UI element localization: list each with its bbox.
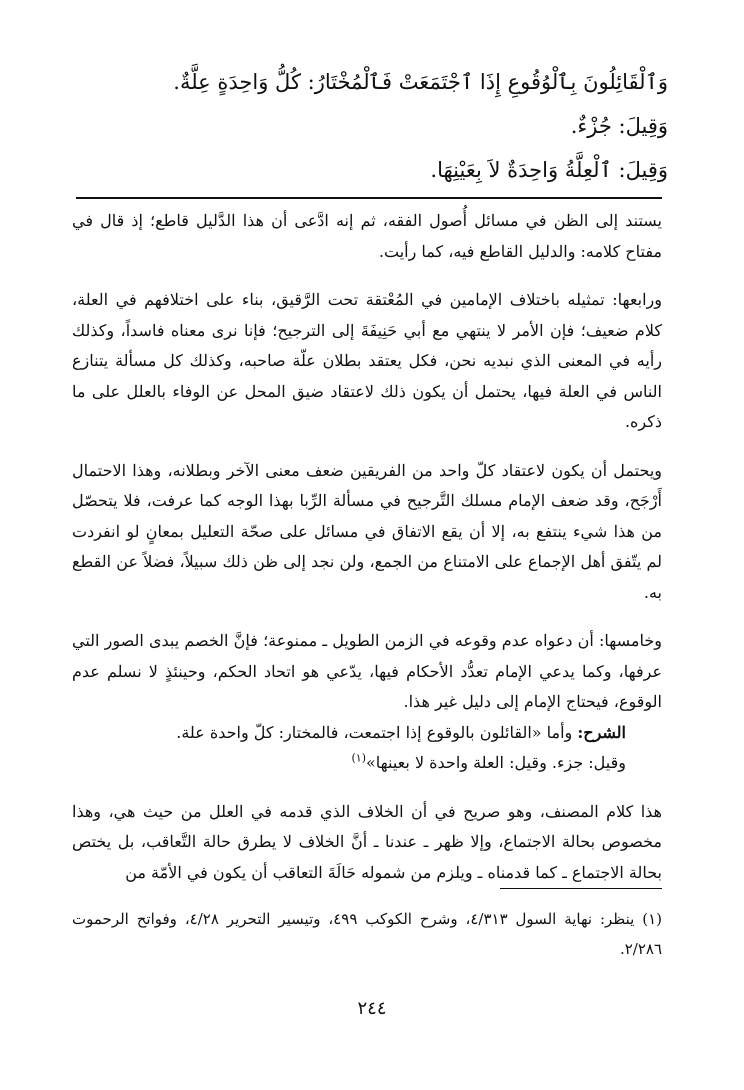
matn-block (108, 60, 668, 192)
sharh-line-2 (72, 748, 662, 779)
commentary-paragraph-3: ويحتمل أن يكون لاعتقاد كلّ واحد من الفريقين ضعف معنى الآخر وبطلانه، وهذا الاحتمال أَرْجَح، وقد ضعف الإمام مسلك التَّرجيح في مسألة الرِّبا بهذا الوجه كما عرفت، فلا يتحصّل من هذا شيء ينتفع به، إلا أن يقع الاتفاق في مسائل على صحّة التعليل بمعانٍ لو انفردت لم يتّفق أهل الإجماع على الامتناع من الجمع، ولن نجد إلى ظن ذلك سبيلاً، فضلاً عن القطع به. (72, 460, 662, 602)
commentary-block (72, 206, 662, 888)
page-number: ٢٤٤ (357, 998, 387, 1019)
matn-line-2: وَقِيلَ: جُزْءٌ. (570, 114, 668, 138)
commentary-paragraph-4: وخامسها: أن دعواه عدم وقوعه في الزمن الطويل ـ ممنوعة؛ فإنَّ الخصم يبدى الصور التي عرفها، وكما يدعي الإمام تعدُّد الأحكام فيها، يدّعي هو اتحاد الحكم، وحينئذٍ لا نسلم عدم الوقوع، فيحتاج الإمام إلى دليل غير هذا. (72, 631, 662, 711)
sharh-text: وأما «القائلون بالوقوع إذا اجتمعت، فالمختار: كلّ واحدة علة. (176, 722, 578, 742)
sharh-label: الشرح: (577, 722, 626, 742)
footnote-1: (١) ينظر: نهاية السول ٤/٣١٣، وشرح الكوكب ٤٩٩، وتيسير التحرير ٤/٢٨، وفواتح الرحموت ٢/٢٨٦. (72, 910, 662, 958)
commentary-paragraph-1: يستند إلى الظن في مسائل أُصول الفقه، ثم إنه ادَّعى أن هذا الدَّليل قاطع؛ إذ قال في مفتاح كلامه: والدليل القاطع فيه، كما رأيت. (72, 211, 662, 261)
footnote-block (72, 904, 662, 964)
sharh-line-1 (72, 718, 662, 749)
footnote-separator-rule (500, 888, 662, 889)
commentary-paragraph-2: ورابعها: تمثيله باختلاف الإمامين في المُعْتقة تحت الرَّقيق، بناء على اختلافهم في العلة، كلام ضعيف؛ فإن الأمر لا ينتهي مع أبي حَنِيفَةَ إلى الترجيح؛ فإنا نرى معناه فاسداً، وكذلك رأيه في المعنى الذي نبديه نحن، فكل يعتقد بطلان علّة صاحبه، وكذلك كل مسألة يتنازع الناس في العلة فيها، يحتمل أن يكون ذلك لاعتقاد ضيق المحل عن الوفاء بالعلل على ما ذكره. (72, 290, 662, 431)
matn-line-3: وَقِيلَ: ٱلْعِلَّةُ وَاحِدَةٌ لاَ بِعَيْنِهَا. (430, 158, 668, 182)
matn-separator-rule (76, 197, 662, 199)
commentary-paragraph-5: هذا كلام المصنف، وهو صريح في أن الخلاف الذي قدمه في العلل من حيث هي، وهذا مخصوص بحالة الاجتماع، وإلا ظهر ـ عندنا ـ أنَّ الخلاف لا يطرق حالة التَّعاقب، بل يختص بحالة الاجتماع ـ كما قدمناه ـ ويلزم من شموله حَالَةَ التعاقب أن يكون في الأمّة من (72, 801, 662, 882)
sharh-line-2-text: وقيل: جزء. وقيل: العلة واحدة لا بعينها» (365, 753, 626, 772)
footnote-reference: (١) (351, 751, 366, 765)
matn-line-1: وَٱلْقَائِلُونَ بِٱلْوُقُوعِ إِذَا ٱجْتَمَعَتْ فَٱلْمُخْتَارُ: كُلُّ وَاحِدَةٍ عِلَّةٌ. (173, 70, 668, 94)
